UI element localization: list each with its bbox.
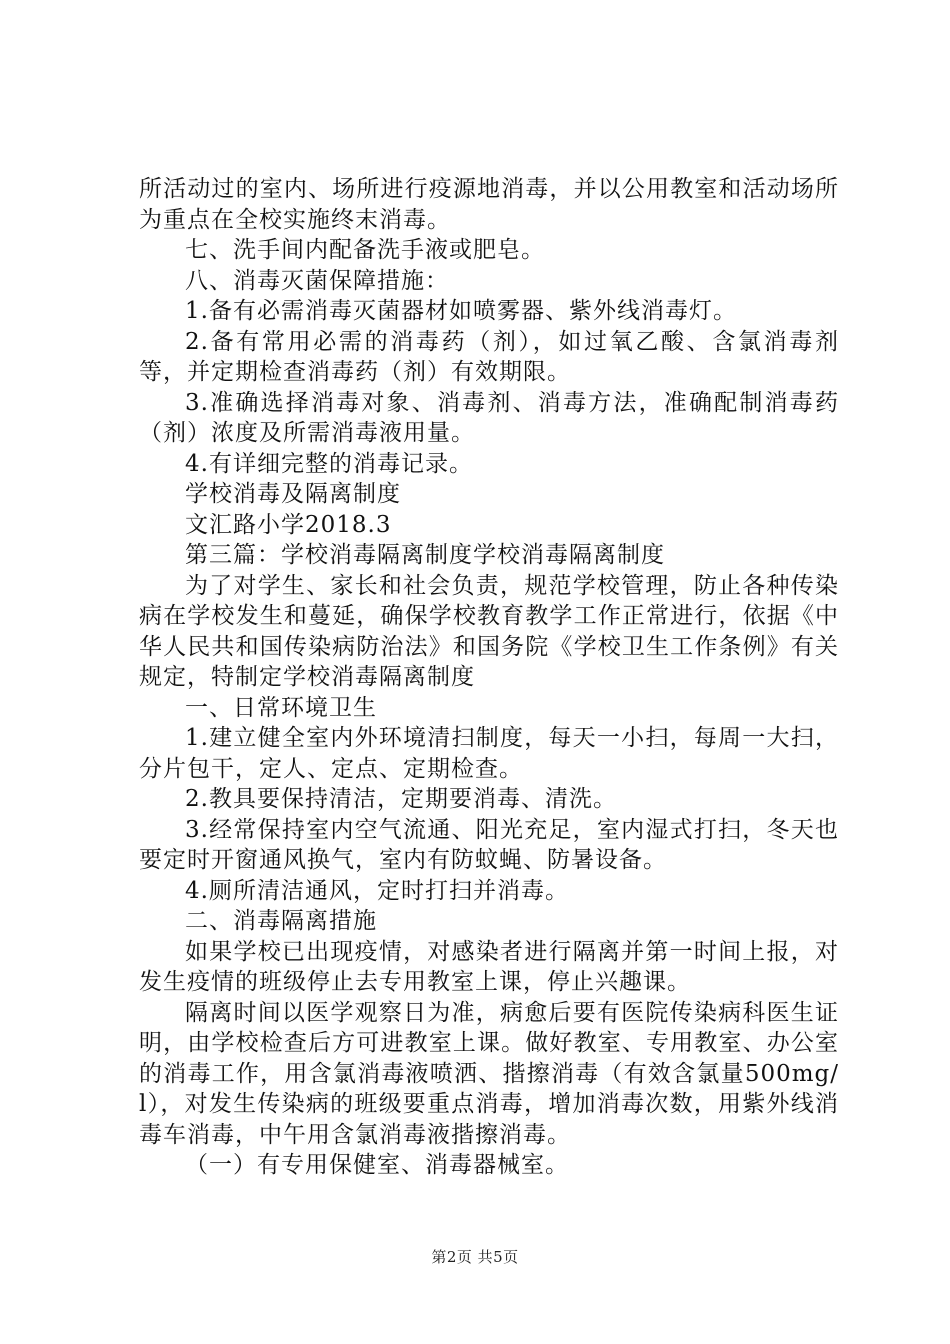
paragraph-item-1: 1.备有必需消毒灭菌器材如喷雾器、紫外线消毒灯。 — [185, 298, 737, 324]
paragraph-section-1-heading: 一、日常环境卫生 — [185, 694, 377, 721]
paragraph-title: 学校消毒及隔离制度 — [185, 481, 401, 507]
paragraph-env-item-3: 3.经常保持室内空气流通、阳光充足，室内湿式打扫，冬天也要定时开窗通风换气，室内有防蚊蝇、防暑设备。 — [139, 816, 839, 873]
paragraph-env-item-1: 1.建立健全室内外环境清扫制度，每天一小扫，每周一大扫，分片包干，定人、定点、定期检查。 — [139, 725, 839, 782]
paragraph-item-3: 3.准确选择消毒对象、消毒剂、消毒方法，准确配制消毒药（剂）浓度及所需消毒液用量。 — [139, 389, 839, 446]
paragraph-school-date: 文汇路小学2018.3 — [185, 511, 392, 538]
paragraph-section-2-heading: 二、消毒隔离措施 — [185, 908, 377, 934]
paragraph-chapter-heading: 第三篇：学校消毒隔离制度学校消毒隔离制度 — [185, 542, 665, 568]
paragraph-isolation: 隔离时间以医学观察日为准，病愈后要有医院传染病科医生证明，由学校检查后方可进教室上课。做好教室、专用教室、办公室的消毒工作，用含氯消毒液喷洒、揩擦消毒（有效含氯量500mg/l），对发生传染病的班级要重点消毒，增加消毒次数，用紫外线消毒车消毒，中午用含氯消毒液揩擦消毒。 — [139, 999, 839, 1148]
paragraph-env-item-4: 4.厕所清洁通风，定时打扫并消毒。 — [185, 877, 569, 904]
paragraph-continuation: 所活动过的室内、场所进行疫源地消毒，并以公用教室和活动场所为重点在全校实施终末消毒。 — [139, 176, 839, 233]
page-number-footer: 第2页 共5页 — [431, 1248, 519, 1266]
paragraph-section-8-heading: 八、消毒灭菌保障措施： — [185, 267, 449, 294]
paragraph-subitem-1: （一）有专用保健室、消毒器械室。 — [185, 1152, 569, 1178]
paragraph-item-2: 2.备有常用必需的消毒药（剂），如过氧乙酸、含氯消毒剂等，并定期检查消毒药（剂）有效期限。 — [139, 328, 839, 385]
document-body — [139, 174, 839, 1181]
paragraph-env-item-2: 2.教具要保持清洁，定期要消毒、清洗。 — [185, 786, 617, 812]
paragraph-outbreak: 如果学校已出现疫情，对感染者进行隔离并第一时间上报，对发生疫情的班级停止去专用教室上课，停止兴趣课。 — [139, 938, 839, 995]
paragraph-intro: 为了对学生、家长和社会负责，规范学校管理，防止各种传染病在学校发生和蔓延，确保学校教育教学工作正常进行，依据《中华人民共和国传染病防治法》和国务院《学校卫生工作条例》有关规定，特制定学校消毒隔离制度 — [139, 572, 839, 690]
paragraph-item-4: 4.有详细完整的消毒记录。 — [185, 450, 473, 477]
paragraph-section-7: 七、洗手间内配备洗手液或肥皂。 — [185, 237, 545, 263]
